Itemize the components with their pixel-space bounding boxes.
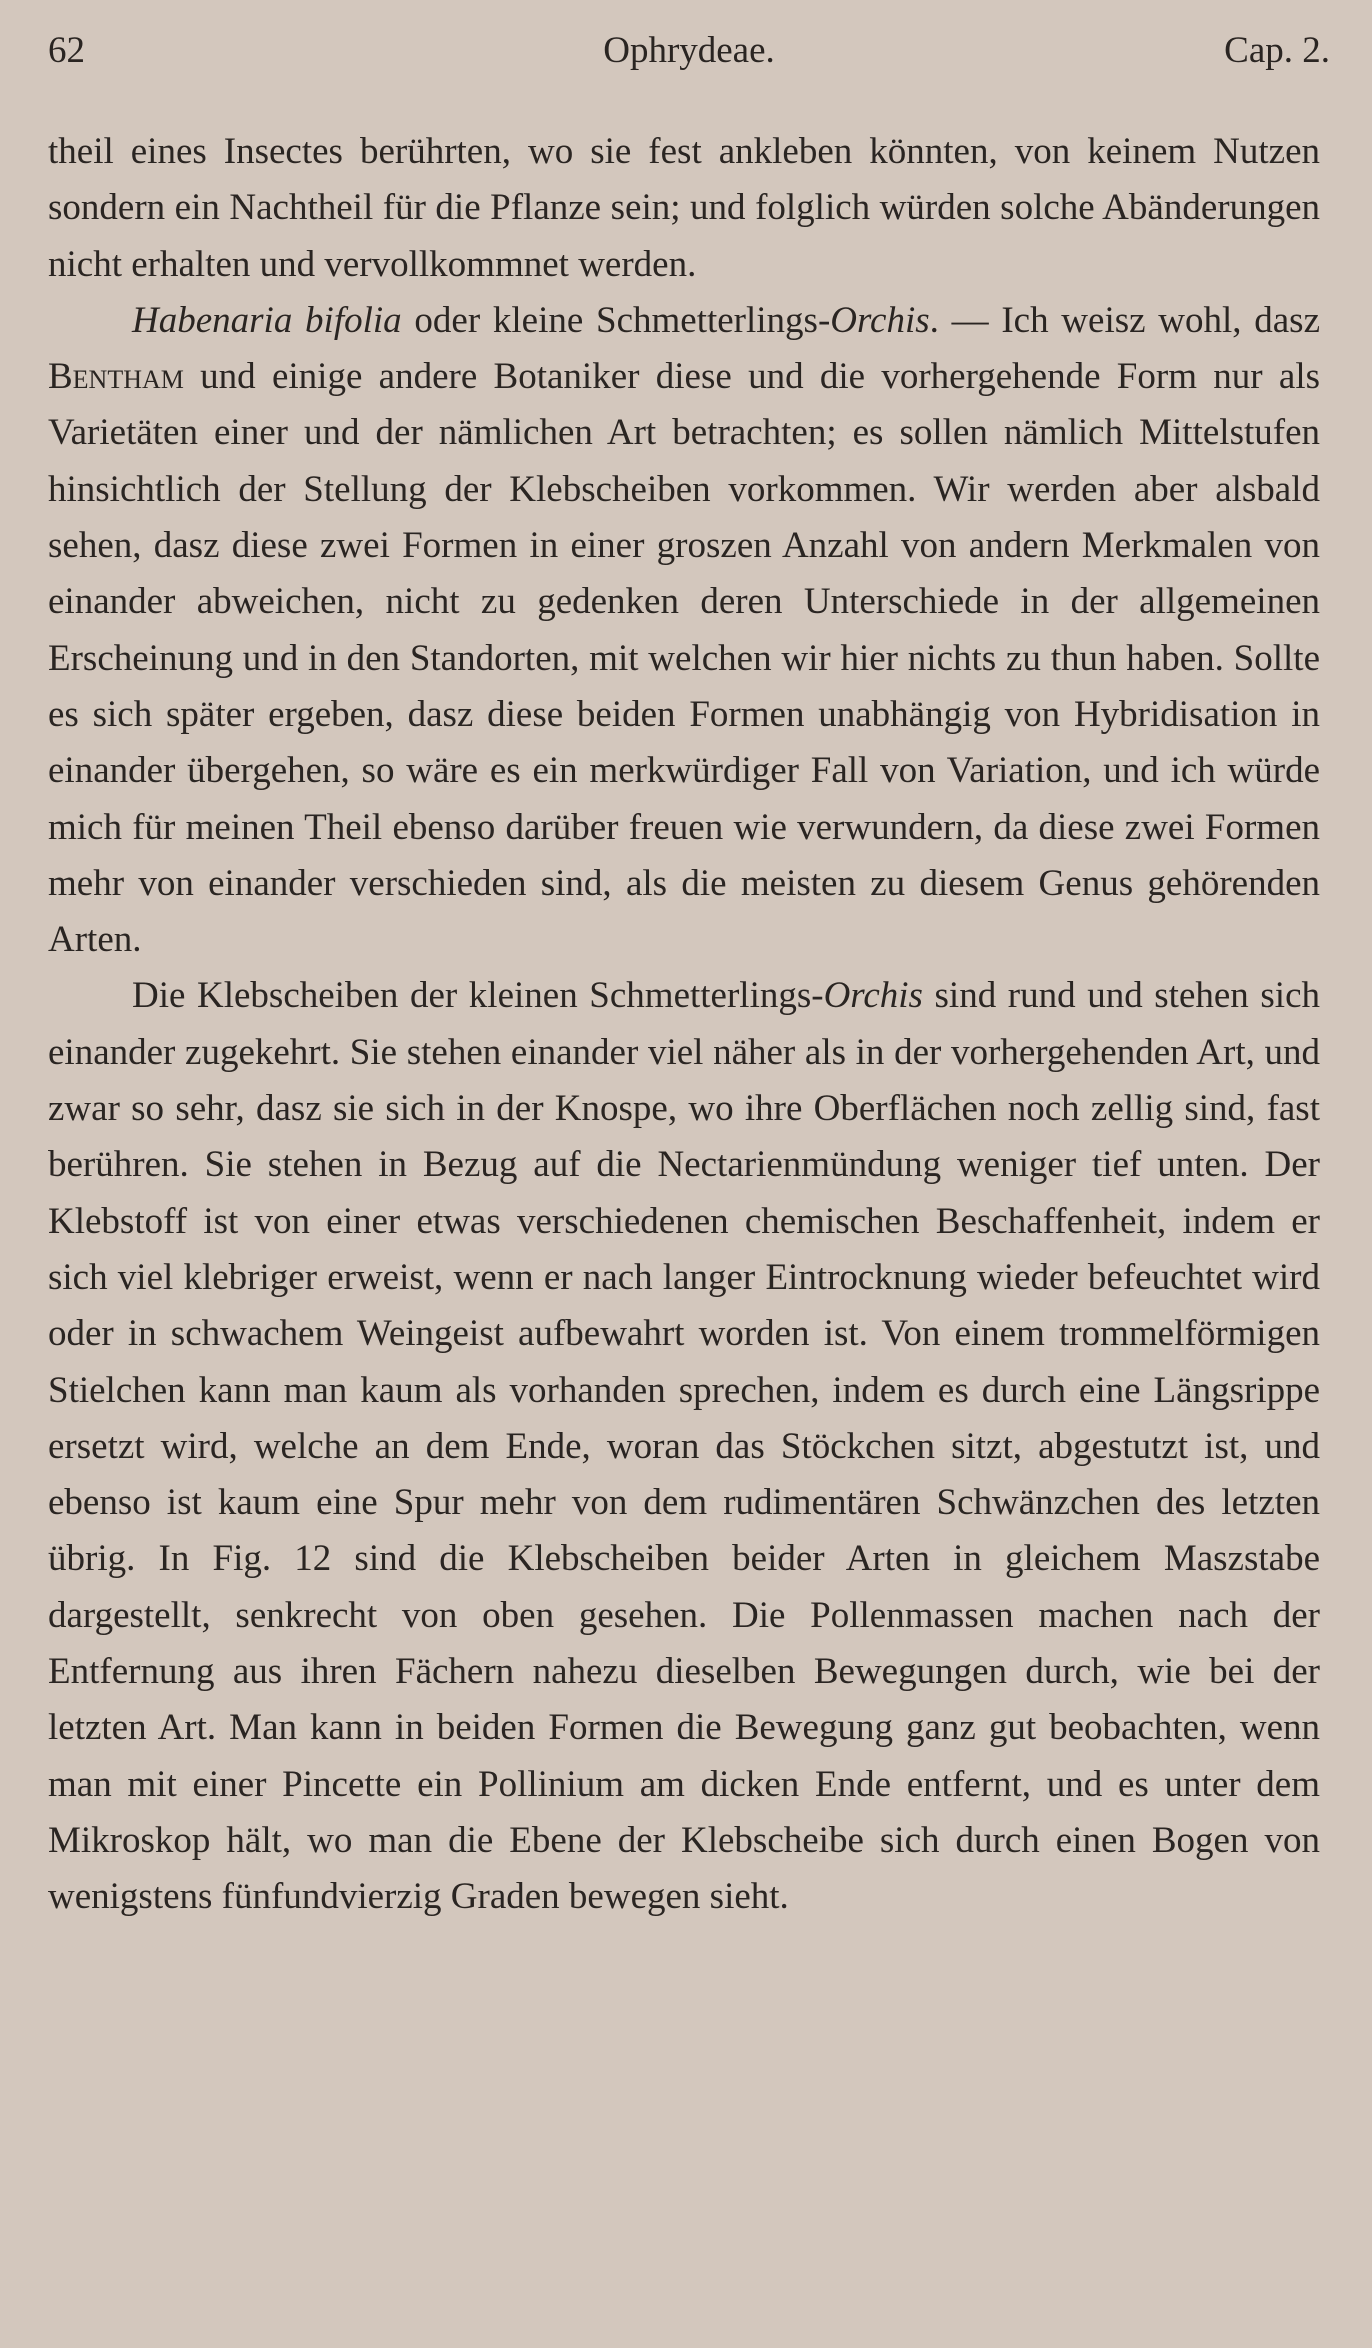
- running-title: Ophrydeae.: [603, 30, 775, 71]
- genus-name: Orchis: [823, 975, 923, 1017]
- paragraph-continuation: [48, 124, 1320, 293]
- running-header: [48, 26, 1330, 76]
- author-name: Bentham: [48, 356, 184, 398]
- page-number: 62: [48, 30, 85, 71]
- chapter-label: Cap. 2.: [1224, 30, 1330, 71]
- species-name: Habenaria bifolia: [132, 299, 402, 341]
- paragraph-2-text-1: oder kleine Schmetterlings-: [401, 299, 831, 341]
- paragraph-3-text-1: Die Klebscheiben der kleinen Schmetterlings-: [132, 975, 824, 1017]
- genus-name: Orchis: [830, 299, 930, 341]
- body-text: [48, 124, 1320, 1926]
- paragraph-klebscheiben: [48, 968, 1320, 1925]
- paragraph-2-text-3: und einige andere Botaniker diese und die vorhergehende Form nur als Varietäten einer und der nämlichen Art betrachten; es sollen nämlich Mittelstufen hinsichtlich der Stellung der Klebscheiben vorkommen. Wir werden aber alsbald sehen, dasz diese zwei Formen in einer groszen Anzahl von andern Merkmalen von einander abweichen, nicht zu gedenken deren Unterschiede in der allgemeinen Erscheinung und in den Standorten, mit welchen wir hier nichts zu thun haben. Sollte es sich später ergeben, dasz diese beiden Formen unabhängig von Hybridisation in einander übergehen, so wäre es ein merkwürdiger Fall von Variation, und ich würde mich für meinen Theil ebenso darüber freuen wie verwundern, da diese zwei Formen mehr von einander verschieden sind, als die meisten zu diesem Genus gehörenden Arten.: [48, 356, 1320, 961]
- paragraph-habenaria: [48, 293, 1320, 969]
- paragraph-3-text-2: sind rund und stehen sich einander zugekehrt. Sie stehen einander viel näher als in der vorhergehenden Art, und zwar so sehr, dasz sie sich in der Knospe, wo ihre Oberflächen noch zellig sind, fast berühren. Sie stehen in Bezug auf die Nectarienmündung weniger tief unten. Der Klebstoff ist von einer etwas verschiedenen chemischen Beschaffenheit, indem er sich viel klebriger erweist, wenn er nach langer Eintrocknung wieder befeuchtet wird oder in schwachem Weingeist aufbewahrt worden ist. Von einem trommelförmigen Stielchen kann man kaum als vorhanden sprechen, indem es durch eine Längsrippe ersetzt wird, welche an dem Ende, woran das Stöckchen sitzt, abgestutzt ist, und ebenso ist kaum eine Spur mehr von dem rudimentären Schwänzchen des letzten übrig. In Fig. 12 sind die Klebscheiben beider Arten in gleichem Maszstabe dargestellt, senkrecht von oben gesehen. Die Pollenmassen machen nach der Entfernung aus ihren Fächern nahezu dieselben Bewegungen durch, wie bei der letzten Art. Man kann in beiden Formen die Bewegung ganz gut beobachten, wenn man mit einer Pincette ein Pollinium am dicken Ende entfernt, und es unter dem Mikroskop hält, wo man die Ebene der Klebscheibe sich durch einen Bogen von wenigstens fünfundvierzig Graden bewegen sieht.: [48, 975, 1320, 1918]
- paragraph-2-text-2: . — Ich weisz wohl, dasz: [929, 299, 1320, 341]
- paragraph-1-text: theil eines Insectes berührten, wo sie fest ankleben könnten, von keinem Nutzen sondern ein Nachtheil für die Pflanze sein; und folglich würden solche Abänderungen nicht erhalten und vervollkommnet werden.: [48, 131, 1320, 285]
